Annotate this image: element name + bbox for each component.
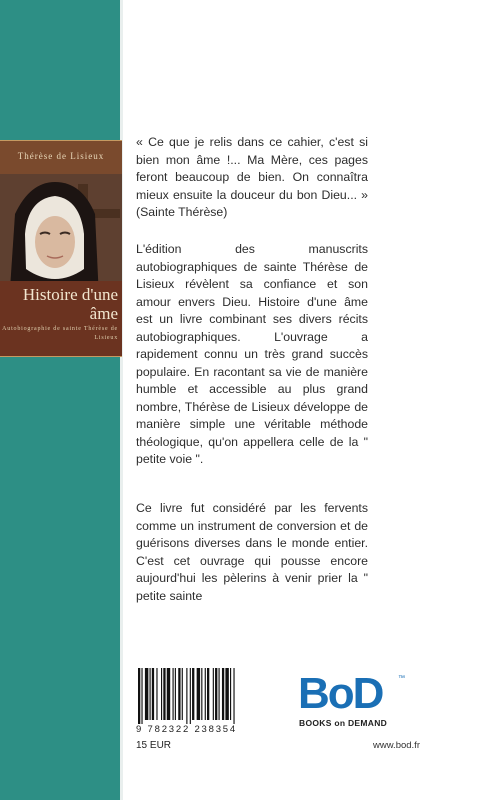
barcode-bar: [222, 668, 224, 720]
description-paragraph: L'édition des manuscrits autobiographiques de sainte Thérèse de Lisieux révèlent sa confiance et son amour envers Dieu. Histoire d'une âme est un livre combinant ses divers récits autobiographiques. L'ouvrage a rapidement connu un très grand succès populaire. En racontant sa vie de manière humble et accessible au plus grand nombre, Thérèse de Lisieux développe de manière simple une véritable méthode théologique, qu'on appellera celle de la " petite voie ".: [136, 242, 368, 466]
description-paragraph-2: Ce livre fut considéré par les fervents comme un instrument de conversion et de guérisons diverses dans le monde entier. C'est cet ouvrage qui pousse encore aujourd'hui les pèlerins à venir prier la " petite sainte: [136, 501, 368, 603]
cover-author: Thérèse de Lisieux: [17, 151, 105, 161]
barcode-bar: [207, 668, 209, 720]
barcode-bar: [150, 668, 151, 720]
barcode-bar: [186, 668, 187, 724]
barcode-bar: [205, 668, 206, 720]
barcode-bar: [215, 668, 217, 720]
barcode-bar: [175, 668, 176, 720]
barcode-bar: [173, 668, 174, 720]
barcode-bar: [230, 668, 231, 720]
publisher-website: www.bod.fr: [373, 740, 420, 751]
barcode-bar: [161, 668, 162, 720]
barcode-bar: [219, 668, 220, 720]
front-cover-thumbnail: [0, 140, 122, 357]
barcode-bar: [167, 668, 170, 720]
barcode-bar: [178, 668, 180, 720]
barcode-bar: [138, 668, 140, 724]
teal-stripe: [0, 0, 122, 800]
trademark: ™: [398, 675, 405, 682]
barcode-bar: [225, 668, 228, 720]
cover-subtitle: Autobiographie de sainte Thérèse de Lisieux: [2, 326, 118, 341]
barcode-bar: [152, 668, 154, 720]
barcode-bar: [141, 668, 142, 724]
barcode-bar: [233, 668, 234, 724]
price: 15 EUR: [136, 740, 172, 751]
barcode-bar: [192, 668, 194, 720]
barcode-bar: [145, 668, 148, 720]
barcode-bar: [182, 668, 183, 720]
cover-title: Histoire d'une âme: [22, 285, 118, 323]
bod-logo: BoD: [298, 669, 383, 718]
barcode-bar: [163, 668, 165, 720]
quote-paragraph: « Ce que je relis dans ce cahier, c'est si bien mon âme !... Ma Mère, ces pages feront beaucoup de bien. On connaîtra mieux ensuite la douceur du bon Dieu... » (Sainte Thérèse): [136, 135, 368, 219]
barcode-bar: [156, 668, 157, 720]
isbn-number: 9 782322 238354: [136, 724, 237, 735]
publisher-name: BOOKS on DEMAND: [299, 718, 388, 728]
barcode: [136, 668, 270, 726]
barcode-bar: [190, 668, 191, 724]
barcode-bar: [213, 668, 214, 720]
barcode-bar: [201, 668, 202, 720]
spine-edge: [120, 0, 123, 800]
barcode-bar: [197, 668, 200, 720]
